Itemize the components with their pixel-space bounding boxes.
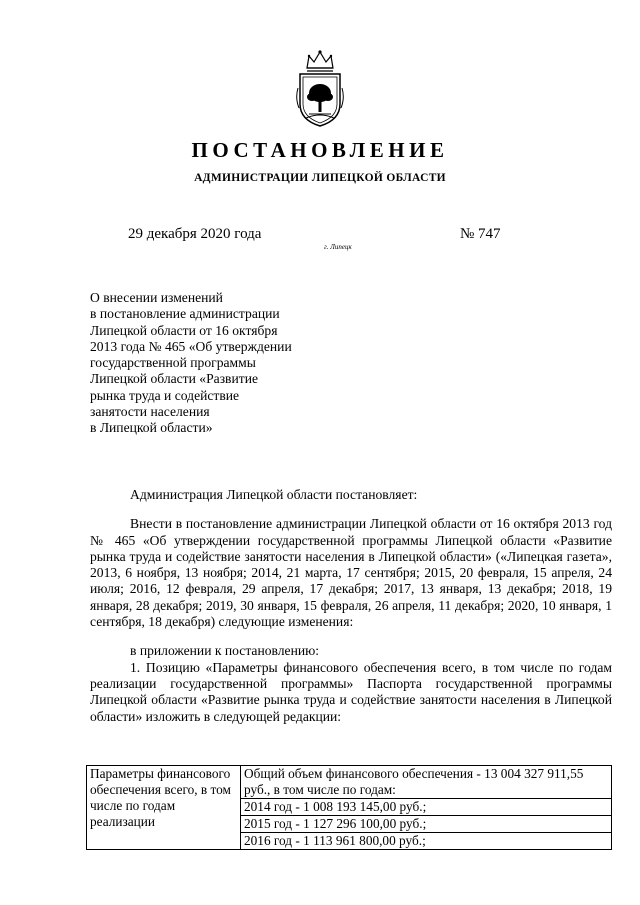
document-subject — [90, 290, 350, 437]
item-1-number: 1. — [130, 659, 141, 675]
financing-year-row: 2014 год - 1 008 193 145,00 руб.; — [241, 799, 611, 816]
resolution-main-paragraph: Внести в постановление администрации Липецкой области от 16 октября 2013 год № 465 «Об утверждении государственной программы Липецкой области «Развитие рынка труда и содействие занятости населения в Липецкой области» («Липецкая газета», 2013, 6 ноября, 13 ноября; 2014, 21 марта, 17 сентября; 2015, 20 февраля, 15 апреля, 24 июля; 2016, 12 февраля, 29 апреля, 17 декабря; 2017, 13 января, 13 декабря; 2018, 19 января, 28 декабря; 2019, 30 января, 15 февраля, 26 апреля, 11 декабря; 2020, 10 января, 1 сентября, 18 декабря) следующие изменения: — [90, 516, 612, 630]
annex-paragraph: в приложении к постановлению: — [130, 643, 320, 659]
subject-line: О внесении изменений — [90, 290, 223, 305]
subject-line: в Липецкой области» — [90, 420, 213, 436]
subject-line: государственной программы — [90, 355, 256, 371]
document-body — [90, 487, 612, 725]
financing-total: Общий объем финансового обеспечения - 13 004 327 911,55 руб., в том числе по годам: — [241, 766, 611, 799]
document-title: ПОСТАНОВЛЕНИЕ — [191, 138, 449, 162]
subject-line: 2013 года № 465 «Об утверждении — [90, 338, 292, 354]
coat-of-arms-icon — [295, 48, 345, 130]
resolution-intro: Администрация Липецкой области постановляет: — [130, 487, 418, 502]
subject-line: рынка труда и содействие — [90, 387, 240, 403]
subject-line: Липецкой области «Развитие — [90, 371, 259, 387]
financing-values-cell — [241, 766, 612, 850]
item-1-paragraph — [90, 660, 612, 725]
document-city: г. Липецк — [324, 243, 352, 251]
document-date: 29 декабря 2020 года — [128, 226, 262, 242]
financing-table — [86, 765, 612, 850]
item-1-text: Позицию «Параметры финансового обеспечения всего, в том числе по годам реализации государственной программы» Паспорта государственной программы Липецкой области «Развитие рынка труда и содействие занятости населения в Липецкой области» изложить в следующей редакции: — [90, 659, 612, 724]
document-subtitle: АДМИНИСТРАЦИИ ЛИПЕЦКОЙ ОБЛАСТИ — [194, 172, 446, 184]
subject-line: в постановление администрации — [90, 306, 280, 322]
financing-year-row: 2016 год - 1 113 961 800,00 руб.; — [244, 833, 426, 848]
financing-year-row: 2015 год - 1 127 296 100,00 руб.; — [241, 816, 611, 833]
document-number: № 747 — [460, 226, 501, 242]
financing-parameters-label: Параметры финансового обеспечения всего, в том числе по годам реализации — [87, 766, 241, 850]
subject-line: Липецкой области от 16 октября — [90, 322, 278, 338]
table-row — [87, 766, 612, 850]
subject-line: занятости населения — [90, 404, 210, 420]
